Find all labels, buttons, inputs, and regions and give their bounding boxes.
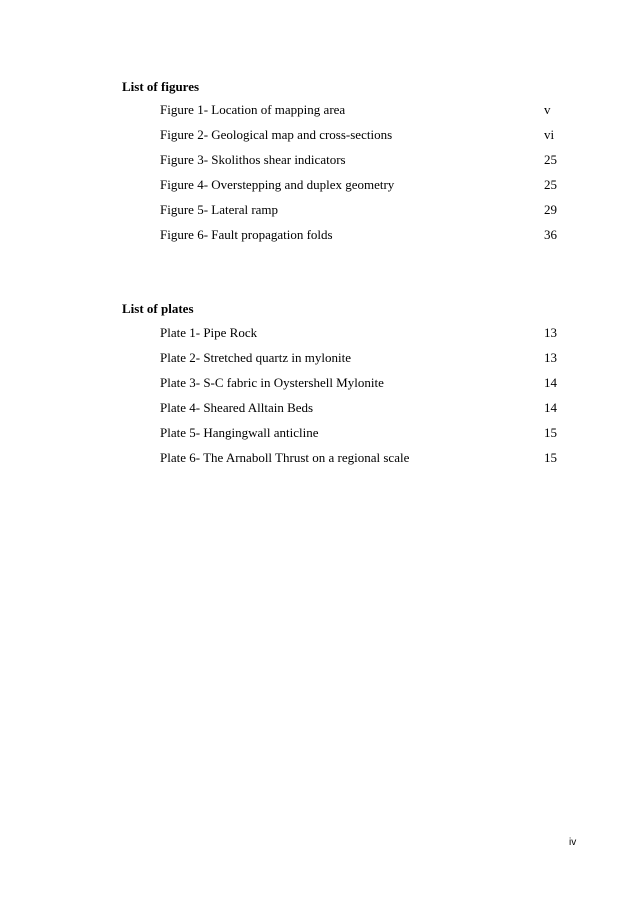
figure-entry [160,127,562,152]
figures-list [160,102,562,252]
plate-entry [160,350,562,375]
figure-entry-page: 29 [544,202,557,217]
figure-entry [160,177,562,202]
figure-entry-title: Figure 1- Location of mapping area [160,102,346,117]
plate-entry-title: Plate 2- Stretched quartz in mylonite [160,350,351,365]
list-of-plates-heading: List of plates [122,301,194,316]
figure-entry-page: 25 [544,152,557,167]
plate-entry-page: 13 [544,350,557,365]
figure-entry [160,202,562,227]
page-number: iv [569,837,577,848]
figure-entry-title: Figure 5- Lateral ramp [160,202,279,217]
plate-entry-page: 14 [544,375,557,390]
plate-entry [160,325,562,350]
figure-entry-title: Figure 3- Skolithos shear indicators [160,152,346,167]
plate-entry-title: Plate 4- Sheared Alltain Beds [160,400,314,415]
plate-entry-title: Plate 1- Pipe Rock [160,325,258,340]
plate-entry-title: Plate 5- Hangingwall anticline [160,425,319,440]
figure-entry-title: Figure 2- Geological map and cross-sections [160,127,393,142]
plate-entry-page: 15 [544,450,557,465]
plate-entry-title: Plate 6- The Arnaboll Thrust on a regional scale [160,450,410,465]
figure-entry-title: Figure 4- Overstepping and duplex geometry [160,177,395,192]
plate-entry [160,450,562,475]
figure-entry-title: Figure 6- Fault propagation folds [160,227,333,242]
plate-entry-page: 13 [544,325,557,340]
plate-entry [160,400,562,425]
plate-entry-title: Plate 3- S-C fabric in Oystershell Mylonite [160,375,384,390]
plate-entry [160,425,562,450]
figure-entry [160,227,562,252]
list-of-figures-heading: List of figures [122,79,200,94]
plates-list [160,325,562,475]
figure-entry-page: vi [544,127,555,142]
figure-entry-page: 36 [544,227,557,242]
figure-entry-page: v [544,102,551,117]
plate-entry-page: 15 [544,425,557,440]
figure-entry [160,152,562,177]
figure-entry [160,102,562,127]
plate-entry [160,375,562,400]
plate-entry-page: 14 [544,400,557,415]
figure-entry-page: 25 [544,177,557,192]
